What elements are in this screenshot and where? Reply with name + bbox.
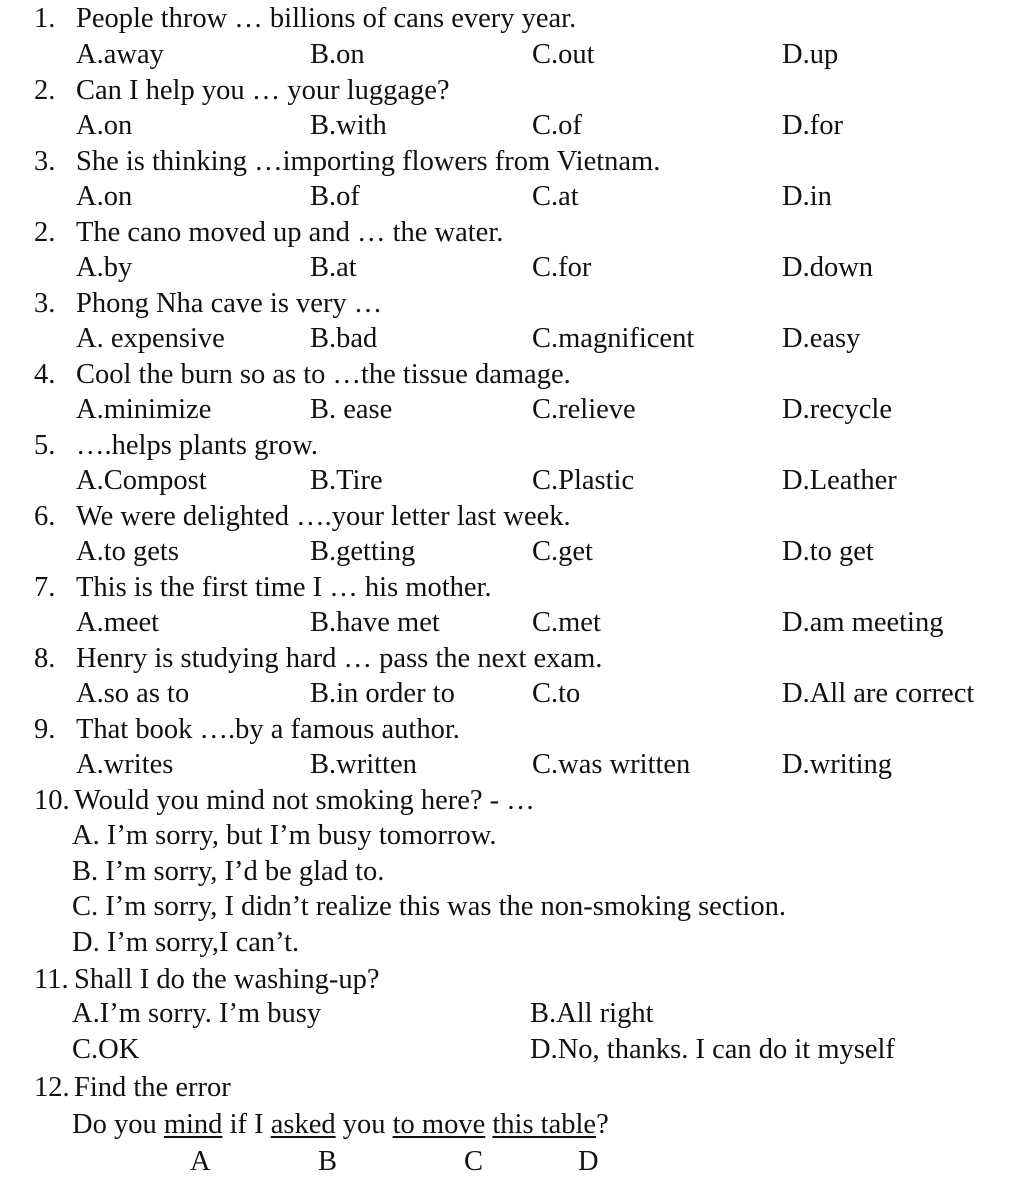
question-number: 12. xyxy=(34,1072,70,1103)
option-a: A.by xyxy=(76,252,133,283)
question-text: Can I help you … your luggage? xyxy=(76,75,450,106)
option-c: C.at xyxy=(532,181,579,212)
option-b: B.getting xyxy=(310,536,416,567)
option-c: C.to xyxy=(532,678,581,709)
option-d: D.writing xyxy=(782,749,893,780)
option-c: C.magnificent xyxy=(532,323,695,354)
question-number: 4. xyxy=(34,359,56,390)
option-b: B.with xyxy=(310,110,387,141)
question-text: This is the first time I … his mother. xyxy=(76,572,492,603)
question-text: Shall I do the washing-up? xyxy=(74,964,380,995)
option-a: A.writes xyxy=(76,749,174,780)
option-a: A.to gets xyxy=(76,536,179,567)
error-sentence xyxy=(72,1111,609,1140)
sentence-part: you xyxy=(335,1109,393,1140)
question-number: 3. xyxy=(34,288,56,319)
option-a: A.on xyxy=(76,110,133,141)
question-number: 2. xyxy=(34,75,56,106)
option-b: B.All right xyxy=(530,998,654,1029)
question-text: People throw … billions of cans every year. xyxy=(76,3,577,34)
question-number: 2. xyxy=(34,217,56,248)
sentence-part: ? xyxy=(596,1109,609,1140)
question-number: 7. xyxy=(34,572,56,603)
underlined-option-d: this table xyxy=(492,1109,597,1140)
question-text: Cool the burn so as to …the tissue damage. xyxy=(76,359,571,390)
option-a: A.on xyxy=(76,181,133,212)
option-c: C.OK xyxy=(72,1034,140,1065)
question-text: Would you mind not smoking here? - … xyxy=(74,785,535,816)
option-a: A. I’m sorry, but I’m busy tomorrow. xyxy=(72,820,497,851)
question-number: 10. xyxy=(34,785,70,816)
question-number: 3. xyxy=(34,146,56,177)
option-d: D. I’m sorry,I can’t. xyxy=(72,927,300,958)
question-number: 8. xyxy=(34,643,56,674)
option-d: D.No, thanks. I can do it myself xyxy=(530,1034,895,1065)
option-b: B.written xyxy=(310,749,417,780)
sentence-part: Do you xyxy=(72,1109,164,1140)
option-c: C.of xyxy=(532,110,582,141)
option-a: A.so as to xyxy=(76,678,190,709)
option-c: C.relieve xyxy=(532,394,636,425)
option-c: C. I’m sorry, I didn’t realize this was the non-smoking section. xyxy=(72,891,786,922)
option-d: D.for xyxy=(782,110,843,141)
option-a: A.away xyxy=(76,39,164,70)
option-a: A.I’m sorry. I’m busy xyxy=(72,998,322,1029)
option-a: A.meet xyxy=(76,607,160,638)
option-b: B.bad xyxy=(310,323,378,354)
question-text: Henry is studying hard … pass the next exam. xyxy=(76,643,603,674)
option-d: D.recycle xyxy=(782,394,892,425)
label-b: B xyxy=(318,1146,338,1177)
option-a: A.Compost xyxy=(76,465,207,496)
underlined-option-c: to move xyxy=(392,1109,486,1140)
option-b: B.at xyxy=(310,252,357,283)
question-text: The cano moved up and … the water. xyxy=(76,217,504,248)
option-d: D.to get xyxy=(782,536,874,567)
question-text: She is thinking …importing flowers from Vietnam. xyxy=(76,146,661,177)
option-c: C.out xyxy=(532,39,595,70)
question-text: Phong Nha cave is very … xyxy=(76,288,383,319)
question-text: That book ….by a famous author. xyxy=(76,714,460,745)
option-d: D.am meeting xyxy=(782,607,944,638)
question-text: Find the error xyxy=(74,1072,231,1103)
option-b: B. I’m sorry, I’d be glad to. xyxy=(72,856,385,887)
underlined-option-b: asked xyxy=(270,1109,336,1140)
label-d: D xyxy=(578,1146,599,1177)
underlined-option-a: mind xyxy=(163,1109,223,1140)
option-b: B.have met xyxy=(310,607,440,638)
question-text: We were delighted ….your letter last week. xyxy=(76,501,571,532)
question-number: 11. xyxy=(34,964,69,995)
option-d: D.easy xyxy=(782,323,861,354)
option-a: A. expensive xyxy=(76,323,225,354)
option-b: B.Tire xyxy=(310,465,383,496)
option-c: C.met xyxy=(532,607,601,638)
option-d: D.down xyxy=(782,252,874,283)
question-number: 6. xyxy=(34,501,56,532)
option-b: B.on xyxy=(310,39,365,70)
option-a: A.minimize xyxy=(76,394,212,425)
option-c: C.for xyxy=(532,252,592,283)
option-d: D.Leather xyxy=(782,465,897,496)
question-number: 1. xyxy=(34,3,56,34)
option-c: C.get xyxy=(532,536,593,567)
label-a: A xyxy=(190,1146,211,1177)
option-c: C.Plastic xyxy=(532,465,635,496)
option-c: C.was written xyxy=(532,749,691,780)
option-d: D.in xyxy=(782,181,832,212)
question-number: 9. xyxy=(34,714,56,745)
option-b: B.in order to xyxy=(310,678,455,709)
question-number: 5. xyxy=(34,430,56,461)
option-d: D.All are correct xyxy=(782,678,975,709)
option-b: B. ease xyxy=(310,394,393,425)
label-c: C xyxy=(464,1146,484,1177)
question-text: ….helps plants grow. xyxy=(76,430,318,461)
option-d: D.up xyxy=(782,39,839,70)
sentence-part: if I xyxy=(222,1109,271,1140)
option-b: B.of xyxy=(310,181,360,212)
